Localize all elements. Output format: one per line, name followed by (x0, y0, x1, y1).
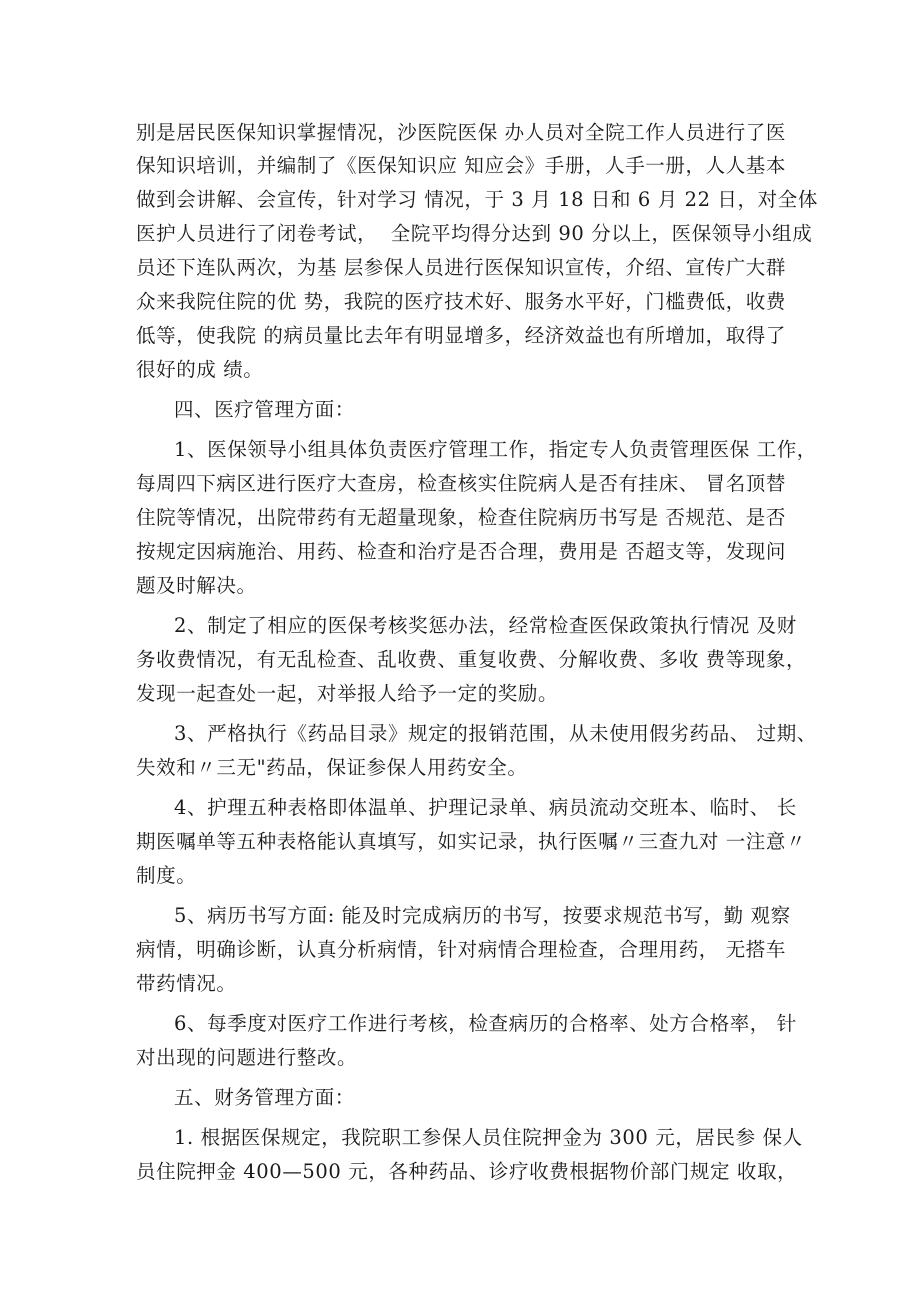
text-line: 1. 根据医保规定，我院职工参保人员住院押金为 300 元，居民参 保人 (174, 1126, 803, 1149)
text-line: 住院等情况，出院带药有无超量现象，检查住院病历书写是 否规范、是否 (136, 506, 786, 529)
text-line: 对出现的问题进行整改。 (136, 1046, 358, 1069)
text-line: 众来我院住院的优 势，我院的医疗技术好、服务水平好，门槛费低，收费 (136, 290, 786, 313)
text-line: 每周四下病区进行医疗大查房，检查核实住院病人是否有挂床、 冒名顶替 (136, 472, 786, 495)
text-line: 保知识培训，并编制了《医保知识应 知应会》手册，人手一册，人人基本 (136, 154, 786, 177)
text-line: 按规定因病施治、用药、检查和治疗是否合理，费用是 否超支等，发现问 (136, 540, 786, 563)
text-line: 医护人员进行了闭卷考试， 全院平均得分达到 90 分以上，医保领导小组成 (136, 222, 813, 245)
text-line: 别是居民医保知识掌握情况，沙医院医保 办人员对全院工作人员进行了医 (136, 121, 786, 144)
text-line: 很好的成 绩。 (136, 358, 264, 381)
text-line: 1、医保领导小组具体负责医疗管理工作，指定专人负责管理医保 工作， (174, 438, 817, 461)
text-line: 3、严格执行《药品目录》规定的报销范围，从未使用假劣药品、 过期、 (174, 722, 817, 745)
text-line: 2、制定了相应的医保考核奖惩办法，经常检查医保政策执行情况 及财 (174, 614, 797, 637)
text-line: 务收费情况，有无乱检查、乱收费、重复收费、分解收费、多收 费等现象， (136, 648, 807, 671)
text-line: 低等，使我院 的病员量比去年有明显增多，经济效益也有所增加，取得了 (136, 324, 786, 347)
text-line: 发现一起查处一起，对举报人给予一定的奖励。 (136, 682, 559, 705)
text-line: 4、护理五种表格即体温单、护理记录单、病员流动交班本、临时、 长 (174, 796, 797, 819)
text-line: 6、每季度对医疗工作进行考核，检查病历的合格率、处方合格率， 针 (174, 1012, 797, 1035)
text-line: 制度。 (136, 864, 197, 887)
text-line: 5、病历书写方面: 能及时完成病历的书写，按要求规范书写，勤 观察 (174, 904, 791, 927)
text-line: 员还下连队两次，为基 层参保人员进行医保知识宣传，介绍、宣传广大群 (136, 256, 786, 279)
text-line: 带药情况。 (136, 972, 237, 995)
text-line: 做到会讲解、会宣传，针对学习 情况，于 3 月 18 日和 6 月 22 日，对全体 (136, 188, 818, 211)
text-line: 病情，明确诊断，认真分析病情，针对病情合理检查，合理用药， 无搭车 (136, 938, 786, 961)
text-line: 期医嘱单等五种表格能认真填写，如实记录，执行医嘱〃三查九对 一注意〃 (136, 830, 807, 853)
section-heading: 四、医疗管理方面： (174, 398, 355, 421)
text-line: 题及时解决。 (136, 574, 257, 597)
text-line: 员住院押金 400—500 元，各种药品、诊疗收费根据物价部门规定 收取， (136, 1160, 798, 1183)
text-line: 失效和〃三无"药品，保证参保人用药安全。 (136, 756, 528, 779)
section-heading: 五、财务管理方面： (174, 1086, 355, 1109)
